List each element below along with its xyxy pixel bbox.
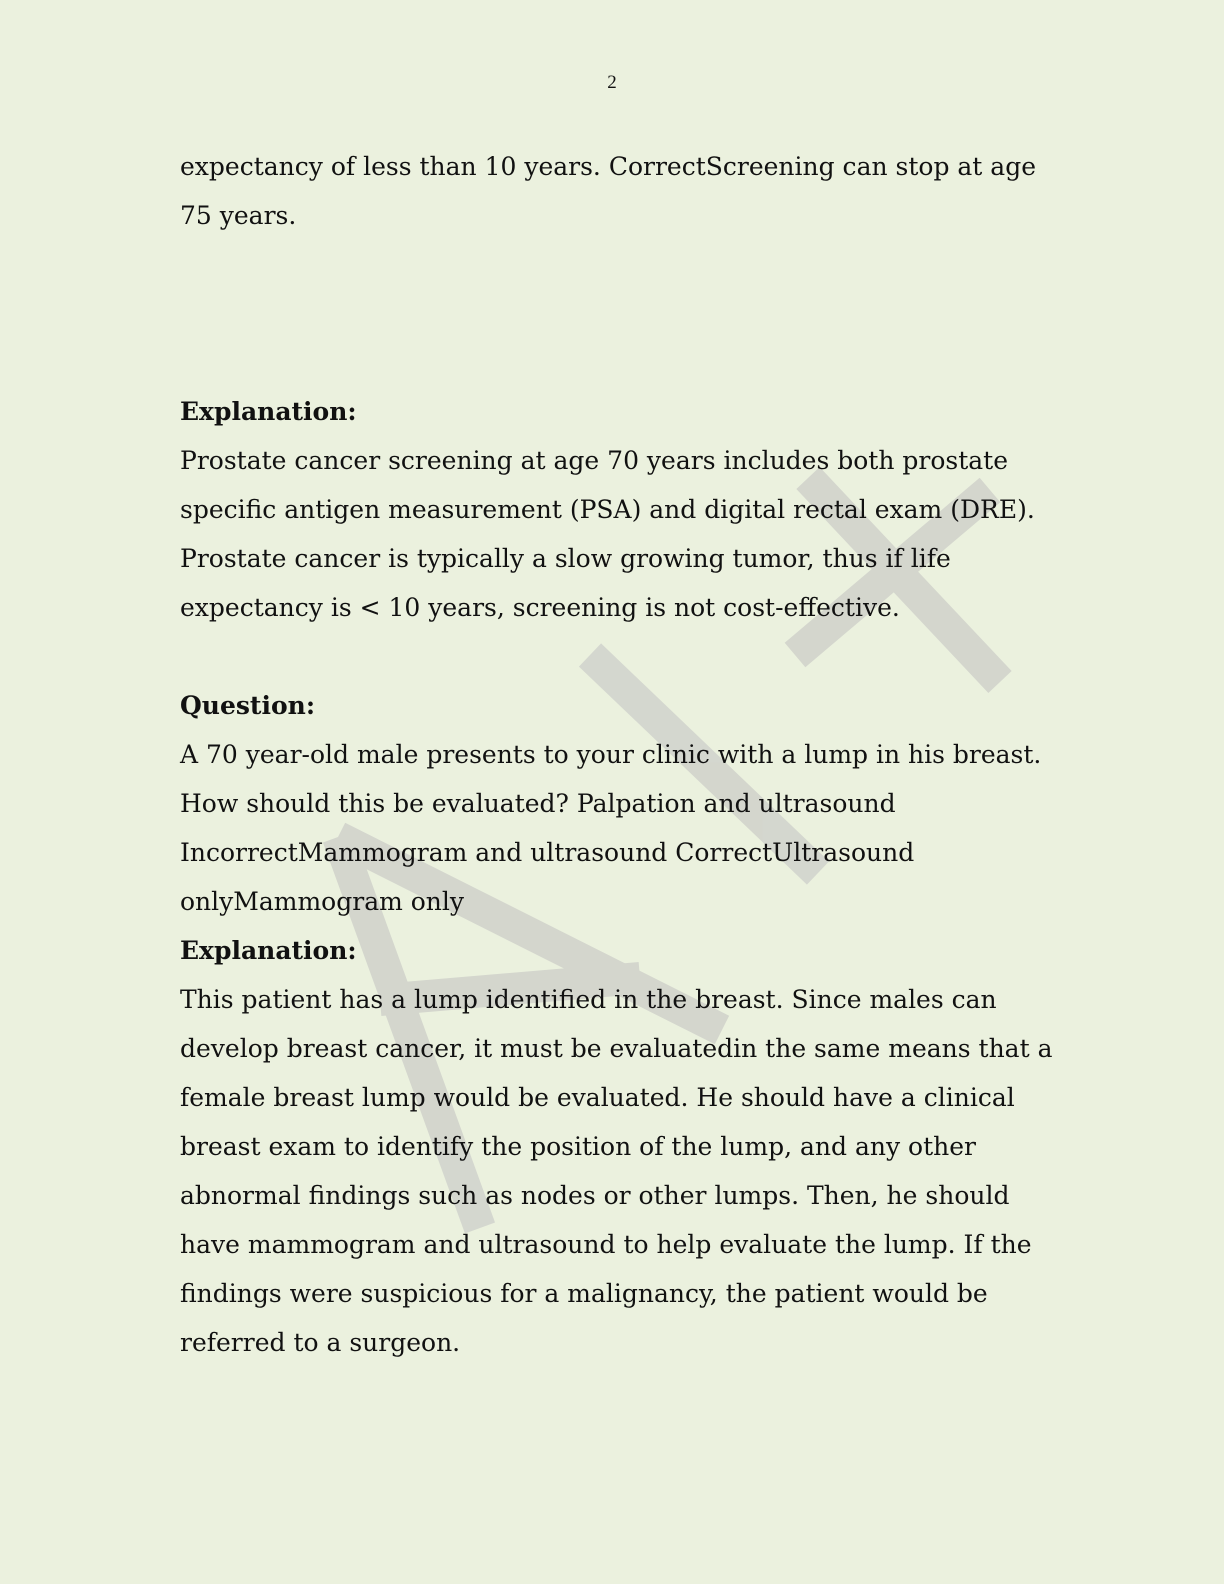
explanation-paragraph-1: Prostate cancer screening at age 70 years includes both prostate specific antigen measurement (PSA) and digital rectal exam (DRE). Prostate cancer is typically a slow growing tumor, thus if life expectancy is < 10 years, screening is not cost-effective. xyxy=(180,446,1035,622)
spacer xyxy=(180,632,1060,681)
explanation-heading-1: Explanation: xyxy=(180,397,357,426)
page-number: 2 xyxy=(607,72,617,93)
explanation-heading-2: Explanation: xyxy=(180,936,357,965)
document-body xyxy=(180,142,1060,1367)
intro-paragraph: expectancy of less than 10 years. CorrectScreening can stop at age 75 years. xyxy=(180,152,1036,230)
explanation-paragraph-2: This patient has a lump identified in the breast. Since males can develop breast cancer, it must be evaluatedin the same means that a female breast lump would be evaluated. He should have a clinical breast exam to identify the position of the lump, and any other abnormal findings such as nodes or other lumps. Then, he should have mammogram and ultrasound to help evaluate the lump. If the findings were suspicious for a malignancy, the patient would be referred to a surgeon. xyxy=(180,985,1053,1357)
spacer xyxy=(180,240,1060,387)
question-paragraph: A 70 year-old male presents to your clinic with a lump in his breast. How should this be evaluated? Palpation and ultrasound IncorrectMammogram and ultrasound CorrectUltrasound onlyMammogram only xyxy=(180,740,1042,916)
question-heading: Question: xyxy=(180,691,316,720)
